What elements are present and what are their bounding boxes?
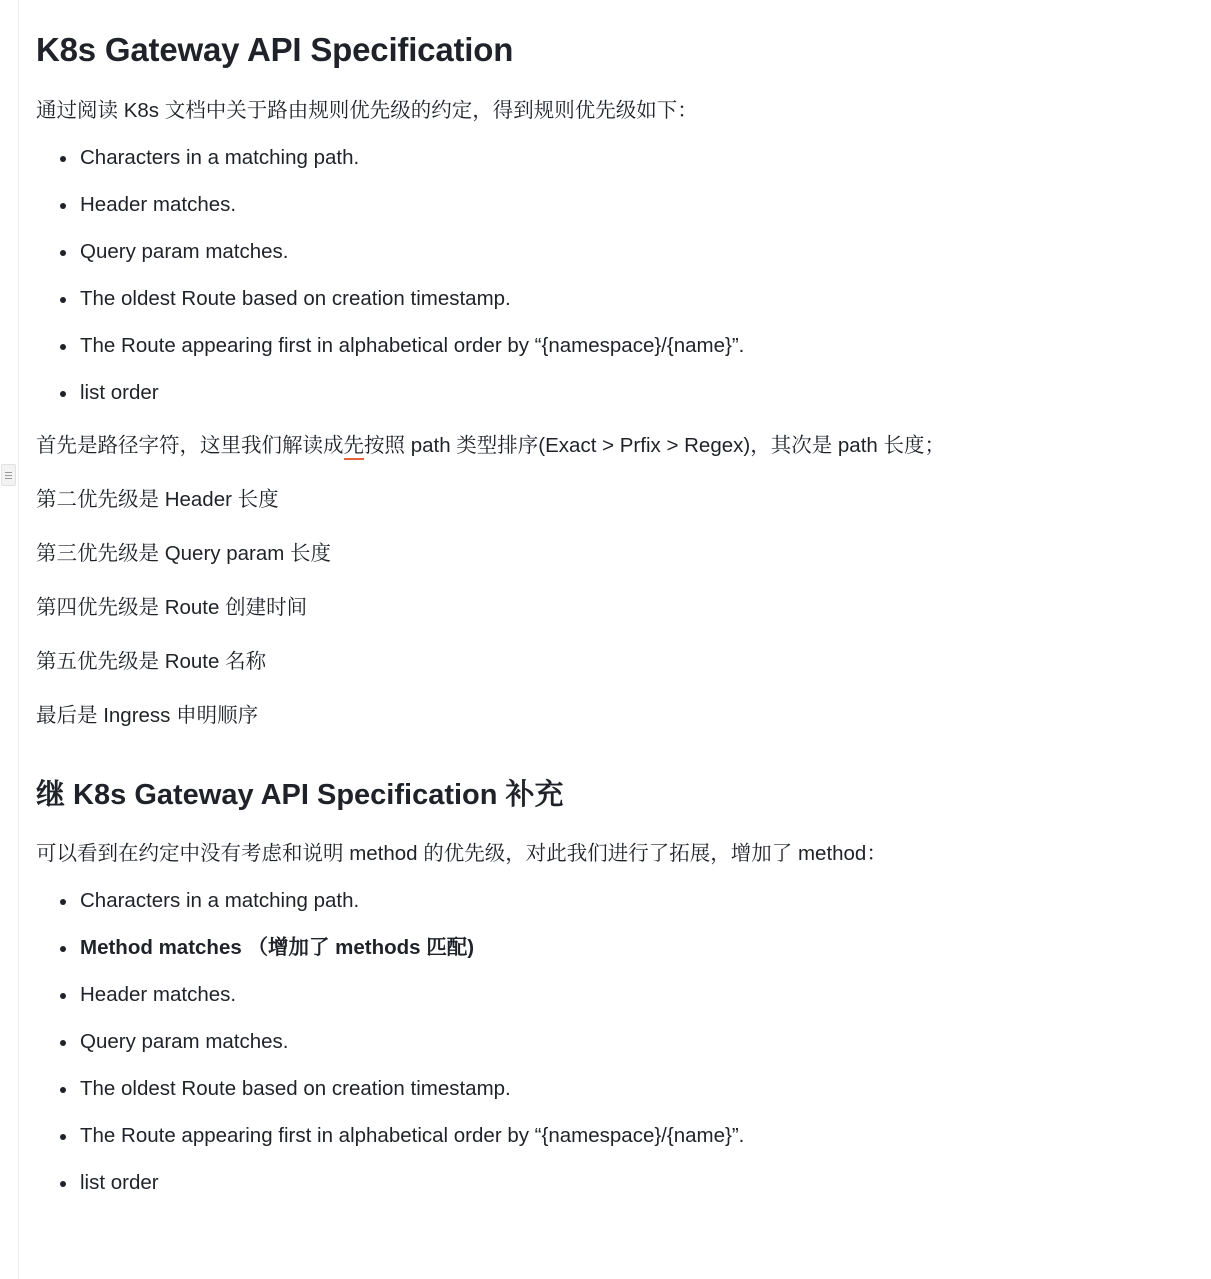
priority-list bbox=[36, 144, 1171, 407]
list-item: Header matches. bbox=[36, 981, 1171, 1009]
explanation-item: 第三优先级是 Query param 长度 bbox=[36, 542, 332, 565]
list-item-method-matches: Method matches （增加了 methods 匹配) bbox=[36, 934, 1171, 962]
list-item: The Route appearing first in alphabetical order by “{namespace}/{name}”. bbox=[36, 332, 1171, 360]
explanation-paragraphs bbox=[36, 431, 1171, 731]
explanation-item: 第四优先级是 Route 创建时间 bbox=[36, 596, 308, 619]
section-heading: 继 K8s Gateway API Specification 补充 bbox=[36, 779, 564, 811]
list-item: Characters in a matching path. bbox=[36, 887, 1171, 915]
list-item: Header matches. bbox=[36, 191, 1171, 219]
intro-paragraph: 通过阅读 K8s 文档中关于路由规则优先级的约定，得到规则优先级如下： bbox=[36, 99, 698, 122]
document-content bbox=[19, 0, 1211, 1197]
extended-priority-list bbox=[36, 887, 1171, 1197]
list-item: The oldest Route based on creation timestamp. bbox=[36, 285, 1171, 313]
page-title: K8s Gateway API Specification bbox=[36, 31, 514, 68]
list-item: Query param matches. bbox=[36, 1028, 1171, 1056]
explanation-item: 第五优先级是 Route 名称 bbox=[36, 650, 267, 673]
list-item: The oldest Route based on creation timestamp. bbox=[36, 1075, 1171, 1103]
explanation-first-prefix: 首先是路径字符，这里我们解读成 bbox=[36, 434, 344, 457]
explanation-first bbox=[36, 431, 1171, 461]
handle-line bbox=[5, 478, 12, 479]
spelling-error-text[interactable]: 先 bbox=[344, 434, 365, 460]
explanation-first-suffix: 按照 path 类型排序(Exact > Prfix > Regex)，其次是 path 长度； bbox=[364, 434, 945, 457]
explanation-item: 最后是 Ingress 申明顺序 bbox=[36, 704, 259, 727]
list-item: The Route appearing first in alphabetical order by “{namespace}/{name}”. bbox=[36, 1122, 1171, 1150]
handle-line bbox=[5, 472, 12, 473]
handle-line bbox=[5, 475, 12, 476]
list-item: list order bbox=[36, 379, 1171, 407]
explanation-item: 第二优先级是 Header 长度 bbox=[36, 488, 279, 511]
list-item: Query param matches. bbox=[36, 238, 1171, 266]
block-drag-handle-icon[interactable] bbox=[1, 464, 16, 486]
section-intro-paragraph: 可以看到在约定中没有考虑和说明 method 的优先级，对此我们进行了拓展，增加了 method： bbox=[36, 842, 887, 865]
list-item: Characters in a matching path. bbox=[36, 144, 1171, 172]
list-item: list order bbox=[36, 1169, 1171, 1197]
left-gutter bbox=[0, 0, 19, 1279]
